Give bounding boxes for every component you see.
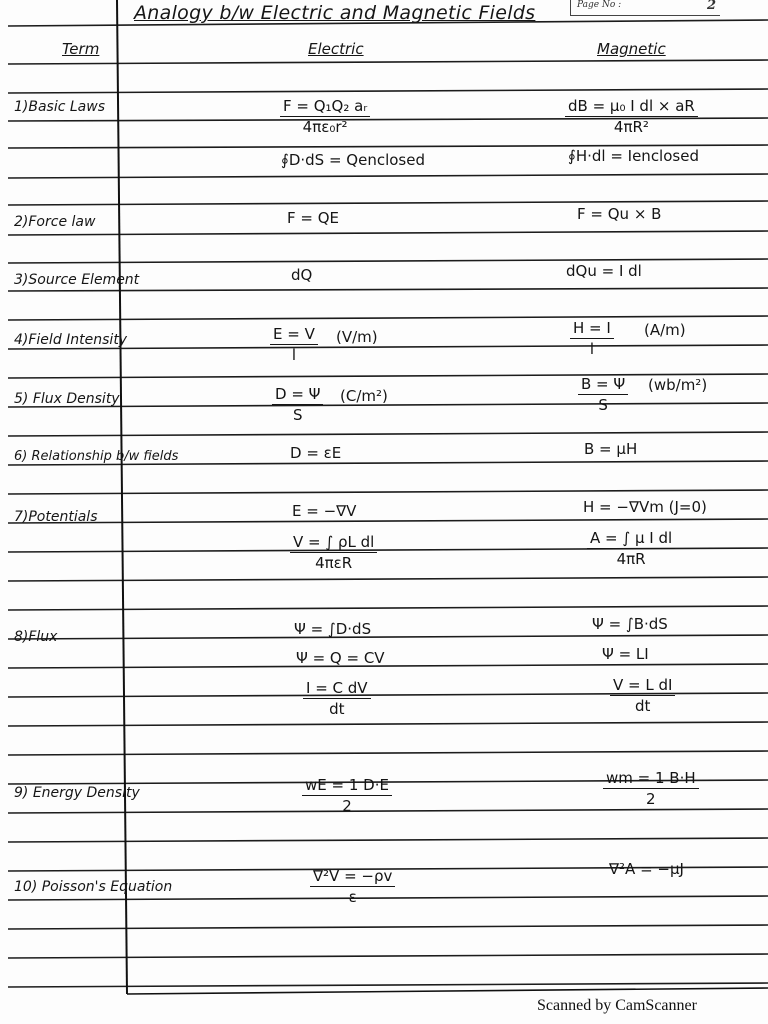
coulomb-law-denominator: 4πε₀r² [302,118,348,137]
magnetic-energy-density-numerator: wm = 1 B·H [603,770,699,789]
electric-poisson-numerator: ∇²V = −ρv [310,868,395,887]
electric-potential-gradient: E = −∇V [292,502,357,520]
electric-poisson-equation [310,868,395,907]
capacitor-current [303,680,371,719]
electric-flux-density-denominator: S [292,406,303,425]
electric-field-intensity-denominator: l [291,346,296,365]
term-field-intensity: 4)Field Intensity [14,332,128,348]
magnetic-flux-density [578,376,628,415]
capacitor-current-denominator: dt [329,700,345,719]
electric-energy-density-denominator: 2 [342,797,352,816]
magnetic-poisson-equation: ∇²A = −μJ [609,860,684,878]
electric-potential-integral-numerator: V = ∫ ρL dl [290,534,377,553]
electric-energy-density-numerator: wE = 1 D·E [302,777,392,796]
electric-field-intensity-unit: (V/m) [336,328,378,346]
magnetic-source-element: dQu = I dl [566,262,642,280]
magnetic-energy-density [603,770,699,809]
term-relationship-fields: 6) Relationship b/w fields [14,449,179,464]
magnetic-flux-density-unit: (wb/m²) [648,376,708,394]
biot-savart-denominator: 4πR² [613,118,649,137]
magnetic-field-intensity-numerator: H = I [570,320,614,339]
magnetic-flux-density-numerator: B = Ψ [578,376,628,395]
term-source-element: 3)Source Element [14,272,140,288]
magnetic-field-intensity-unit: (A/m) [644,321,686,339]
electric-flux-density [272,386,323,425]
electric-flux-density-unit: (C/m²) [340,387,388,405]
biot-savart-law [565,98,698,137]
electric-field-intensity-numerator: E = V [270,326,318,345]
term-potentials: 7)Potentials [14,509,98,525]
term-poisson-equation: 10) Poisson's Equation [14,879,173,895]
inductor-voltage [610,677,675,716]
magnetic-field-intensity [570,320,614,359]
electric-potential-integral-denominator: 4πεR [315,554,353,573]
term-flux-density: 5) Flux Density [14,391,120,407]
magnetic-force: F = Qu × B [577,205,662,223]
electric-poisson-denominator: ε [348,888,357,907]
electric-energy-density [302,777,392,816]
column-header-term: Term [62,40,100,58]
term-energy-density: 9) Energy Density [14,785,140,801]
inductor-voltage-numerator: V = L dI [610,677,675,696]
magnetic-flux-density-denominator: S [598,396,608,415]
gauss-law: ∮D·dS = Qenclosed [281,151,425,169]
electric-constitutive-relation: D = εE [290,444,342,462]
electric-source-element: dQ [291,266,313,284]
coulomb-law-numerator: F = Q₁Q₂ aᵣ [280,98,370,117]
term-force-law: 2)Force law [14,214,96,230]
term-basic-laws: 1)Basic Laws [14,99,106,115]
page-number-label: Page No : [577,0,622,10]
magnetic-constitutive-relation: B = μH [584,440,638,458]
inductor-voltage-denominator: dt [635,697,651,716]
page-number-value: 2 [706,0,716,13]
capacitor-current-numerator: I = C dV [303,680,371,699]
magnetic-vector-potential-denominator: 4πR [616,550,646,569]
electric-potential-integral [290,534,377,573]
magnetic-flux-inductance: Ψ = LI [602,645,649,663]
electric-flux-charge: Ψ = Q = CV [296,649,385,667]
magnetic-vector-potential-numerator: A = ∫ μ I dl [587,530,675,549]
magnetic-flux-integral: Ψ = ∫B·dS [592,615,668,633]
magnetic-field-intensity-denominator: l [589,340,594,359]
term-flux: 8)Flux [14,629,58,645]
electric-flux-integral: Ψ = ∫D·dS [294,620,372,638]
magnetic-scalar-potential: H = −∇Vm (J=0) [583,498,707,516]
magnetic-vector-potential [587,530,675,569]
electric-force: F = QE [287,209,340,227]
column-header-electric: Electric [308,40,364,58]
column-header-magnetic: Magnetic [597,40,666,58]
magnetic-energy-density-denominator: 2 [646,790,656,809]
amperes-law: ∮H·dl = Ienclosed [568,147,699,165]
page-number-box [570,0,720,16]
biot-savart-numerator: dB = μ₀ I dl × aR [565,98,698,117]
coulomb-law [280,98,370,137]
page-title: Analogy b/w Electric and Magnetic Fields [134,2,536,24]
electric-flux-density-numerator: D = Ψ [272,386,323,405]
electric-field-intensity [270,326,318,365]
scanner-watermark: Scanned by CamScanner [537,997,697,1014]
